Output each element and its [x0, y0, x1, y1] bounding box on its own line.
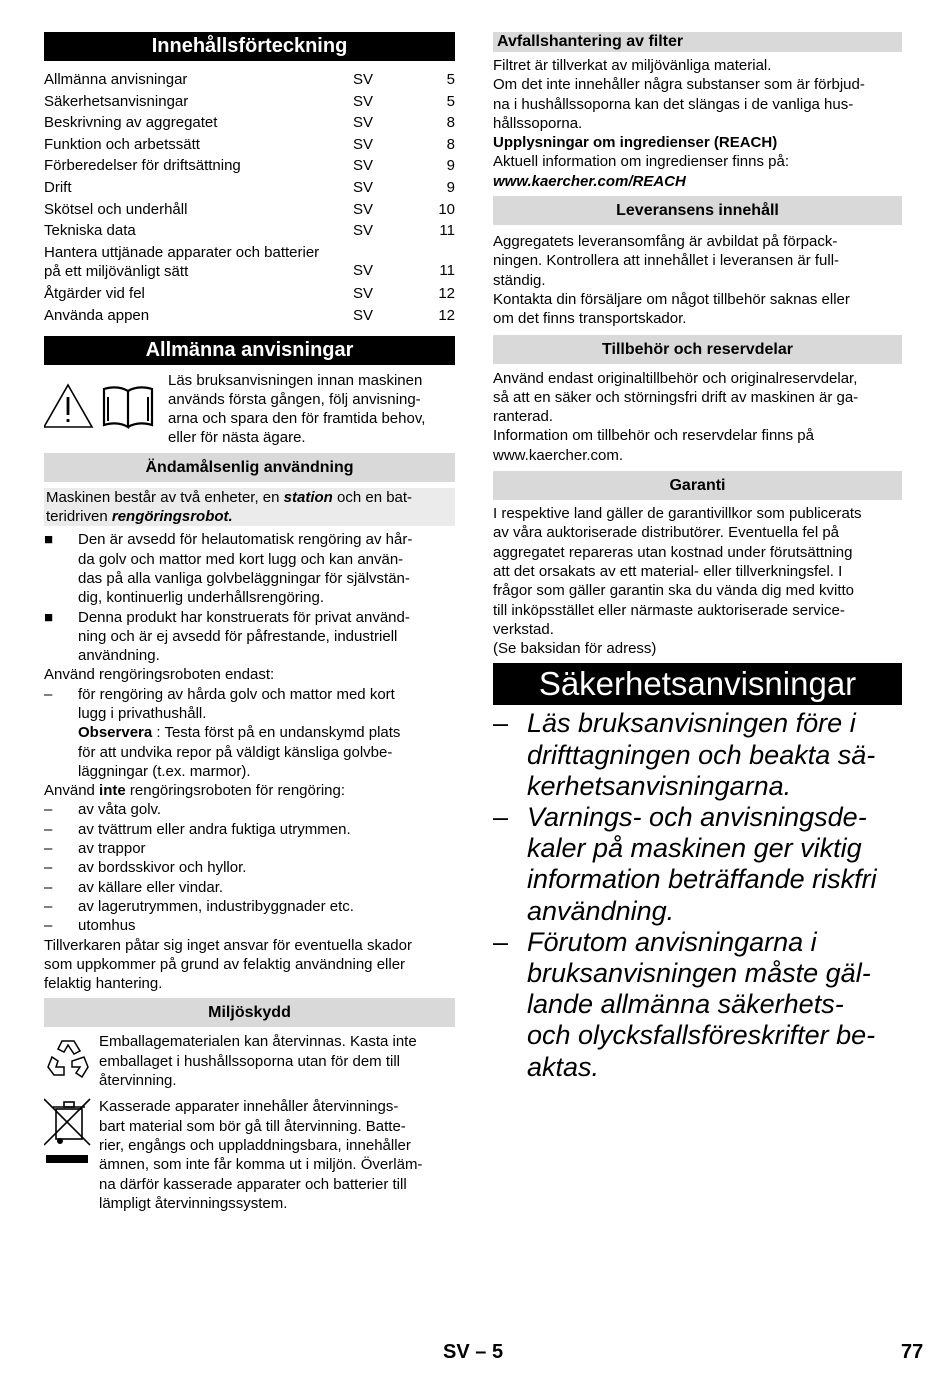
text-line: (Se baksidan för adress): [493, 640, 657, 658]
toc-title: [44, 243, 353, 282]
text-line: frågor som gäller garantin ska du vända dig med kvitto: [493, 582, 855, 600]
toc-page: 5: [446, 92, 455, 110]
bullet-square-icon: ■: [44, 531, 54, 549]
text-line: om det finns transportskador.: [493, 310, 687, 328]
text-line: att det orsakats av ett material- eller tillverkningsfel. I: [493, 562, 843, 580]
toc-title: Åtgärder vid fel: [44, 285, 145, 303]
text-line: kaler på maskinen ger viktig: [527, 833, 862, 864]
dash-item: [44, 685, 455, 781]
footer-dash: –: [475, 1341, 487, 1363]
text-line: dig, kontinuerlig underhållsrengöring.: [78, 589, 324, 607]
text-line: I respektive land gäller de garantivillkor som publicerats: [493, 505, 862, 523]
toc-page: 9: [446, 157, 455, 175]
filter-text: [493, 56, 902, 191]
toc-heading: Innehållsförteckning: [44, 32, 455, 61]
text-line: som uppkommer på grund av felaktig användning eller: [44, 955, 406, 973]
table-of-contents: [44, 69, 455, 327]
toc-title: Tekniska data: [44, 222, 136, 240]
toc-title: Beskrivning av aggregatet: [44, 114, 218, 132]
bullet-item: [44, 530, 455, 607]
toc-page: 5: [446, 71, 455, 88]
text-line: ning och är ej avsedd för påfrestande, industriell: [78, 627, 398, 645]
text-line: till inköpsstället eller närmaste auktoriserade service-: [493, 601, 845, 619]
dash-text: av våta golv.: [78, 801, 162, 819]
text-line: hållssoporna.: [493, 114, 583, 132]
toc-title: Förberedelser för driftsättning: [44, 157, 241, 175]
toc-row[interactable]: [44, 283, 455, 305]
toc-title: Drift: [44, 178, 72, 196]
toc-row[interactable]: [44, 199, 455, 221]
toc-row[interactable]: [44, 91, 455, 113]
text-line: lämpligt återvinningssystem.: [99, 1194, 288, 1212]
text-line: användning.: [78, 647, 160, 665]
toc-title: Säkerhetsanvisningar: [44, 92, 189, 110]
text-line: drifttagningen och beakta sä-: [527, 739, 876, 770]
toc-row[interactable]: [44, 243, 455, 282]
accessories-text: [493, 369, 902, 465]
weee-notice: [44, 1097, 455, 1213]
text-line: rier, engångs och uppladdningsbara, innehåller: [99, 1136, 411, 1154]
dash-text: av trappor: [78, 840, 146, 858]
dash-mark: –: [44, 878, 53, 896]
toc-code: SV: [353, 114, 374, 132]
environment-heading: Miljöskydd: [44, 998, 455, 1027]
dash-text: av lagerutrymmen, industribyggnader etc.: [78, 897, 354, 915]
reach-title: Upplysningar om ingredienser (REACH): [493, 134, 778, 152]
text-span: station: [283, 488, 333, 506]
text-line: Varnings- och anvisningsde-: [527, 802, 867, 833]
intended-use-heading: Ändamålsenlig användning: [44, 453, 455, 482]
intended-intro: [44, 488, 455, 527]
text-line: för att undvika repor på väldigt känsliga golvbe-: [78, 743, 393, 761]
safety-item: [493, 802, 902, 927]
recycle-text: [99, 1032, 417, 1090]
text-line: das på alla vanliga golvbeläggningar för självstän-: [78, 569, 410, 587]
text-line: Använd endast originaltillbehör och originalreservdelar,: [493, 369, 858, 387]
text-line: Den är avsedd för helautomatisk rengöring av hår-: [78, 531, 413, 549]
text-line: för rengöring av hårda golv och mattor med kort: [78, 685, 395, 703]
text-span: Maskinen består av två enheter, en: [46, 488, 284, 506]
text-line: Läs bruksanvisningen före i: [527, 708, 856, 739]
toc-code: SV: [353, 135, 374, 153]
text-line: lugg i privathushåll.: [78, 704, 207, 722]
toc-title: Funktion och arbetssätt: [44, 135, 200, 153]
text-line: Tillverkaren påtar sig inget ansvar för eventuella skador: [44, 936, 412, 954]
dash-text: av bordsskivor och hyllor.: [78, 859, 247, 877]
text-line: ningen. Kontrollera att innehållet i leveransen är full-: [493, 252, 840, 270]
safety-list: [493, 708, 902, 1082]
dash-text: av tvättrum eller andra fuktiga utrymmen.: [78, 820, 351, 838]
dash-mark: –: [44, 801, 53, 819]
warning-and-manual-icon: [44, 383, 164, 433]
text-line: Emballagematerialen kan återvinnas. Kasta inte: [99, 1033, 417, 1051]
footer-section-label: [443, 1341, 503, 1364]
text-line: så att en säker och störningsfri drift av maskinen är ga-: [493, 388, 859, 406]
text-line: felaktig hantering.: [44, 975, 163, 993]
dash-text: utomhus: [78, 917, 136, 935]
text-line: emballaget i hushållssoporna utan för dem till: [99, 1052, 401, 1070]
text-line: återvinning.: [99, 1072, 177, 1090]
general-heading: Allmänna anvisningar: [44, 336, 455, 365]
text-line: information beträffande riskfri: [527, 864, 877, 895]
bullet-text: [78, 608, 410, 666]
text-line: och olycksfallsföreskrifter be-: [527, 1020, 876, 1051]
text-line: na i hushållssoporna kan det slängas i de vanliga hus-: [493, 95, 854, 113]
dash-mark: –: [493, 708, 509, 739]
general-notice: [44, 371, 455, 448]
delivery-text: [493, 232, 902, 328]
text-line: lande allmänna säkerhets-: [527, 989, 844, 1020]
text-span: teridriven: [46, 508, 112, 526]
text-line: www.kaercher.com.: [493, 446, 624, 464]
accessories-heading: Tillbehör och reservdelar: [493, 335, 902, 364]
toc-code: SV: [353, 71, 374, 88]
notice-icons: [44, 371, 168, 448]
text-line: ranterad.: [493, 408, 554, 426]
dash-text: av källare eller vindar.: [78, 878, 224, 896]
disclaimer: [44, 936, 455, 994]
right-column: [493, 32, 902, 1083]
toc-page: 9: [446, 178, 455, 196]
general-text: [168, 371, 425, 448]
toc-row[interactable]: [44, 220, 455, 242]
text-line: kerhetsanvisningarna.: [527, 770, 792, 801]
text-line: [46, 507, 453, 526]
dash-item: [44, 916, 455, 935]
text-line: används första gången, följ anvisning-: [168, 390, 421, 408]
text-span: rengöringsroboten för rengöring:: [125, 782, 346, 800]
recycle-notice: [44, 1032, 455, 1090]
text-span: inte: [99, 782, 126, 800]
recycle-icon: [44, 1035, 92, 1083]
delivery-heading: Leveransens innehåll: [493, 196, 902, 225]
safety-heading: Säkerhetsanvisningar: [493, 663, 902, 705]
text-line: na därför kasserade apparater och batterier till: [99, 1175, 407, 1193]
toc-title-line: på ett miljövänligt sätt: [44, 263, 189, 281]
not-use-label: [44, 781, 455, 800]
toc-page: 8: [446, 114, 455, 132]
toc-title: Använda appen: [44, 306, 150, 324]
text-line: ständig.: [493, 271, 546, 289]
dash-item: [44, 897, 455, 916]
dash-mark: –: [44, 685, 53, 703]
text-line: aggregatet repareras utan kostnad under förutsättning: [493, 543, 853, 561]
toc-page: 8: [446, 135, 455, 153]
text-line: Kasserade apparater innehåller återvinnings-: [99, 1098, 399, 1116]
toc-page: 11: [439, 222, 455, 240]
toc-code: SV: [353, 157, 374, 175]
dash-text: [78, 685, 400, 781]
crossed-bin-icon: [44, 1097, 92, 1167]
text-line: aktas.: [527, 1051, 600, 1082]
reach-link[interactable]: www.kaercher.com/REACH: [493, 172, 686, 190]
footer-section: SV: [443, 1341, 470, 1363]
toc-title-line: Hantera uttjänade apparater och batterier: [44, 243, 320, 261]
dash-mark: –: [44, 917, 53, 935]
toc-row[interactable]: [44, 177, 455, 199]
toc-page: 11: [439, 261, 455, 279]
text-line: Denna produkt har konstruerats för privat använd-: [78, 608, 410, 626]
weee-text: [99, 1097, 422, 1213]
dash-mark: –: [44, 840, 53, 858]
footer-section-page: 5: [491, 1341, 504, 1363]
text-span: och en bat-: [332, 488, 413, 506]
text-line: bart material som bör gå till återvinning. Batte-: [99, 1117, 406, 1135]
text-line: bruksanvisningen måste gäl-: [527, 958, 871, 989]
text-line: Aktuell information om ingredienser finns på:: [493, 153, 789, 171]
toc-row[interactable]: [44, 112, 455, 134]
toc-code: SV: [353, 306, 374, 324]
text-line: Aggregatets leveransomfång är avbildat på förpack-: [493, 233, 838, 251]
safety-item: [493, 927, 902, 1083]
text-line: [78, 723, 400, 742]
bullet-square-icon: ■: [44, 608, 54, 626]
text-line: Information om tillbehör och reservdelar finns på: [493, 427, 814, 445]
toc-page: 12: [438, 285, 455, 303]
text-line: Förutom anvisningarna i: [527, 926, 817, 957]
note-label: Observera: [78, 724, 153, 742]
bullet-item: [44, 608, 455, 666]
toc-title: Allmänna anvisningar: [44, 71, 188, 88]
dash-mark: –: [493, 802, 509, 833]
text-line: verkstad.: [493, 620, 554, 638]
text-line: arna och spara den för framtida behov,: [168, 410, 426, 428]
toc-code: SV: [353, 92, 374, 110]
text-span: rengöringsrobot.: [111, 508, 233, 526]
page-number: 77: [901, 1341, 924, 1363]
toc-title: Skötsel och underhåll: [44, 200, 188, 218]
weee-icon-box: [44, 1097, 99, 1213]
safety-item: [493, 708, 902, 802]
use-only-label: Använd rengöringsroboten endast:: [44, 666, 275, 684]
text-span: : Testa först på en undanskymd plats: [152, 724, 401, 742]
toc-row[interactable]: [44, 69, 455, 91]
toc-code: SV: [353, 285, 374, 303]
safety-item-text: [527, 708, 875, 802]
bullet-text: [78, 530, 412, 607]
text-line: Läs bruksanvisningen innan maskinen: [168, 371, 423, 389]
safety-item-text: [527, 927, 875, 1083]
text-line: läggningar (t.ex. marmor).: [78, 762, 251, 780]
toc-code: SV: [353, 200, 374, 218]
text-line: Kontakta din försäljare om något tillbehör saknas eller: [493, 290, 850, 308]
toc-page: 10: [438, 200, 455, 218]
toc-code: SV: [353, 261, 374, 279]
text-line: eller för nästa ägare.: [168, 429, 306, 447]
text-line: Filtret är tillverkat av miljövänliga material.: [493, 57, 772, 74]
toc-code: SV: [353, 222, 374, 240]
dash-mark: –: [44, 897, 53, 915]
toc-row[interactable]: [44, 155, 455, 177]
toc-row[interactable]: [44, 305, 455, 327]
left-column: [44, 32, 455, 1213]
dash-item: [44, 878, 455, 897]
dash-item: [44, 820, 455, 839]
filter-heading: Avfallshantering av filter: [493, 32, 902, 52]
recycle-icon-box: [44, 1032, 99, 1090]
toc-row[interactable]: [44, 134, 455, 156]
dash-item: [44, 800, 455, 819]
warranty-text: [493, 504, 902, 658]
safety-item-text: [527, 802, 877, 927]
dash-item: [44, 839, 455, 858]
text-line: av våra auktoriserade distributörer. Eventuella fel på: [493, 524, 840, 542]
toc-code: SV: [353, 178, 374, 196]
dash-mark: –: [44, 859, 53, 877]
text-line: da golv och mattor med kort lugg och kan använ-: [78, 550, 404, 568]
warranty-heading: Garanti: [493, 471, 902, 500]
text-line: ämnen, som inte får komma ut i miljön. Överläm-: [99, 1156, 423, 1174]
dash-item: [44, 858, 455, 877]
toc-page: 12: [438, 306, 455, 324]
text-line: användning.: [527, 895, 675, 926]
text-line: [46, 488, 453, 507]
dash-mark: –: [44, 820, 53, 838]
text-span: Använd: [44, 782, 100, 800]
dash-mark: –: [493, 926, 509, 957]
text-line: Om det inte innehåller några substanser som är förbjud-: [493, 76, 865, 94]
